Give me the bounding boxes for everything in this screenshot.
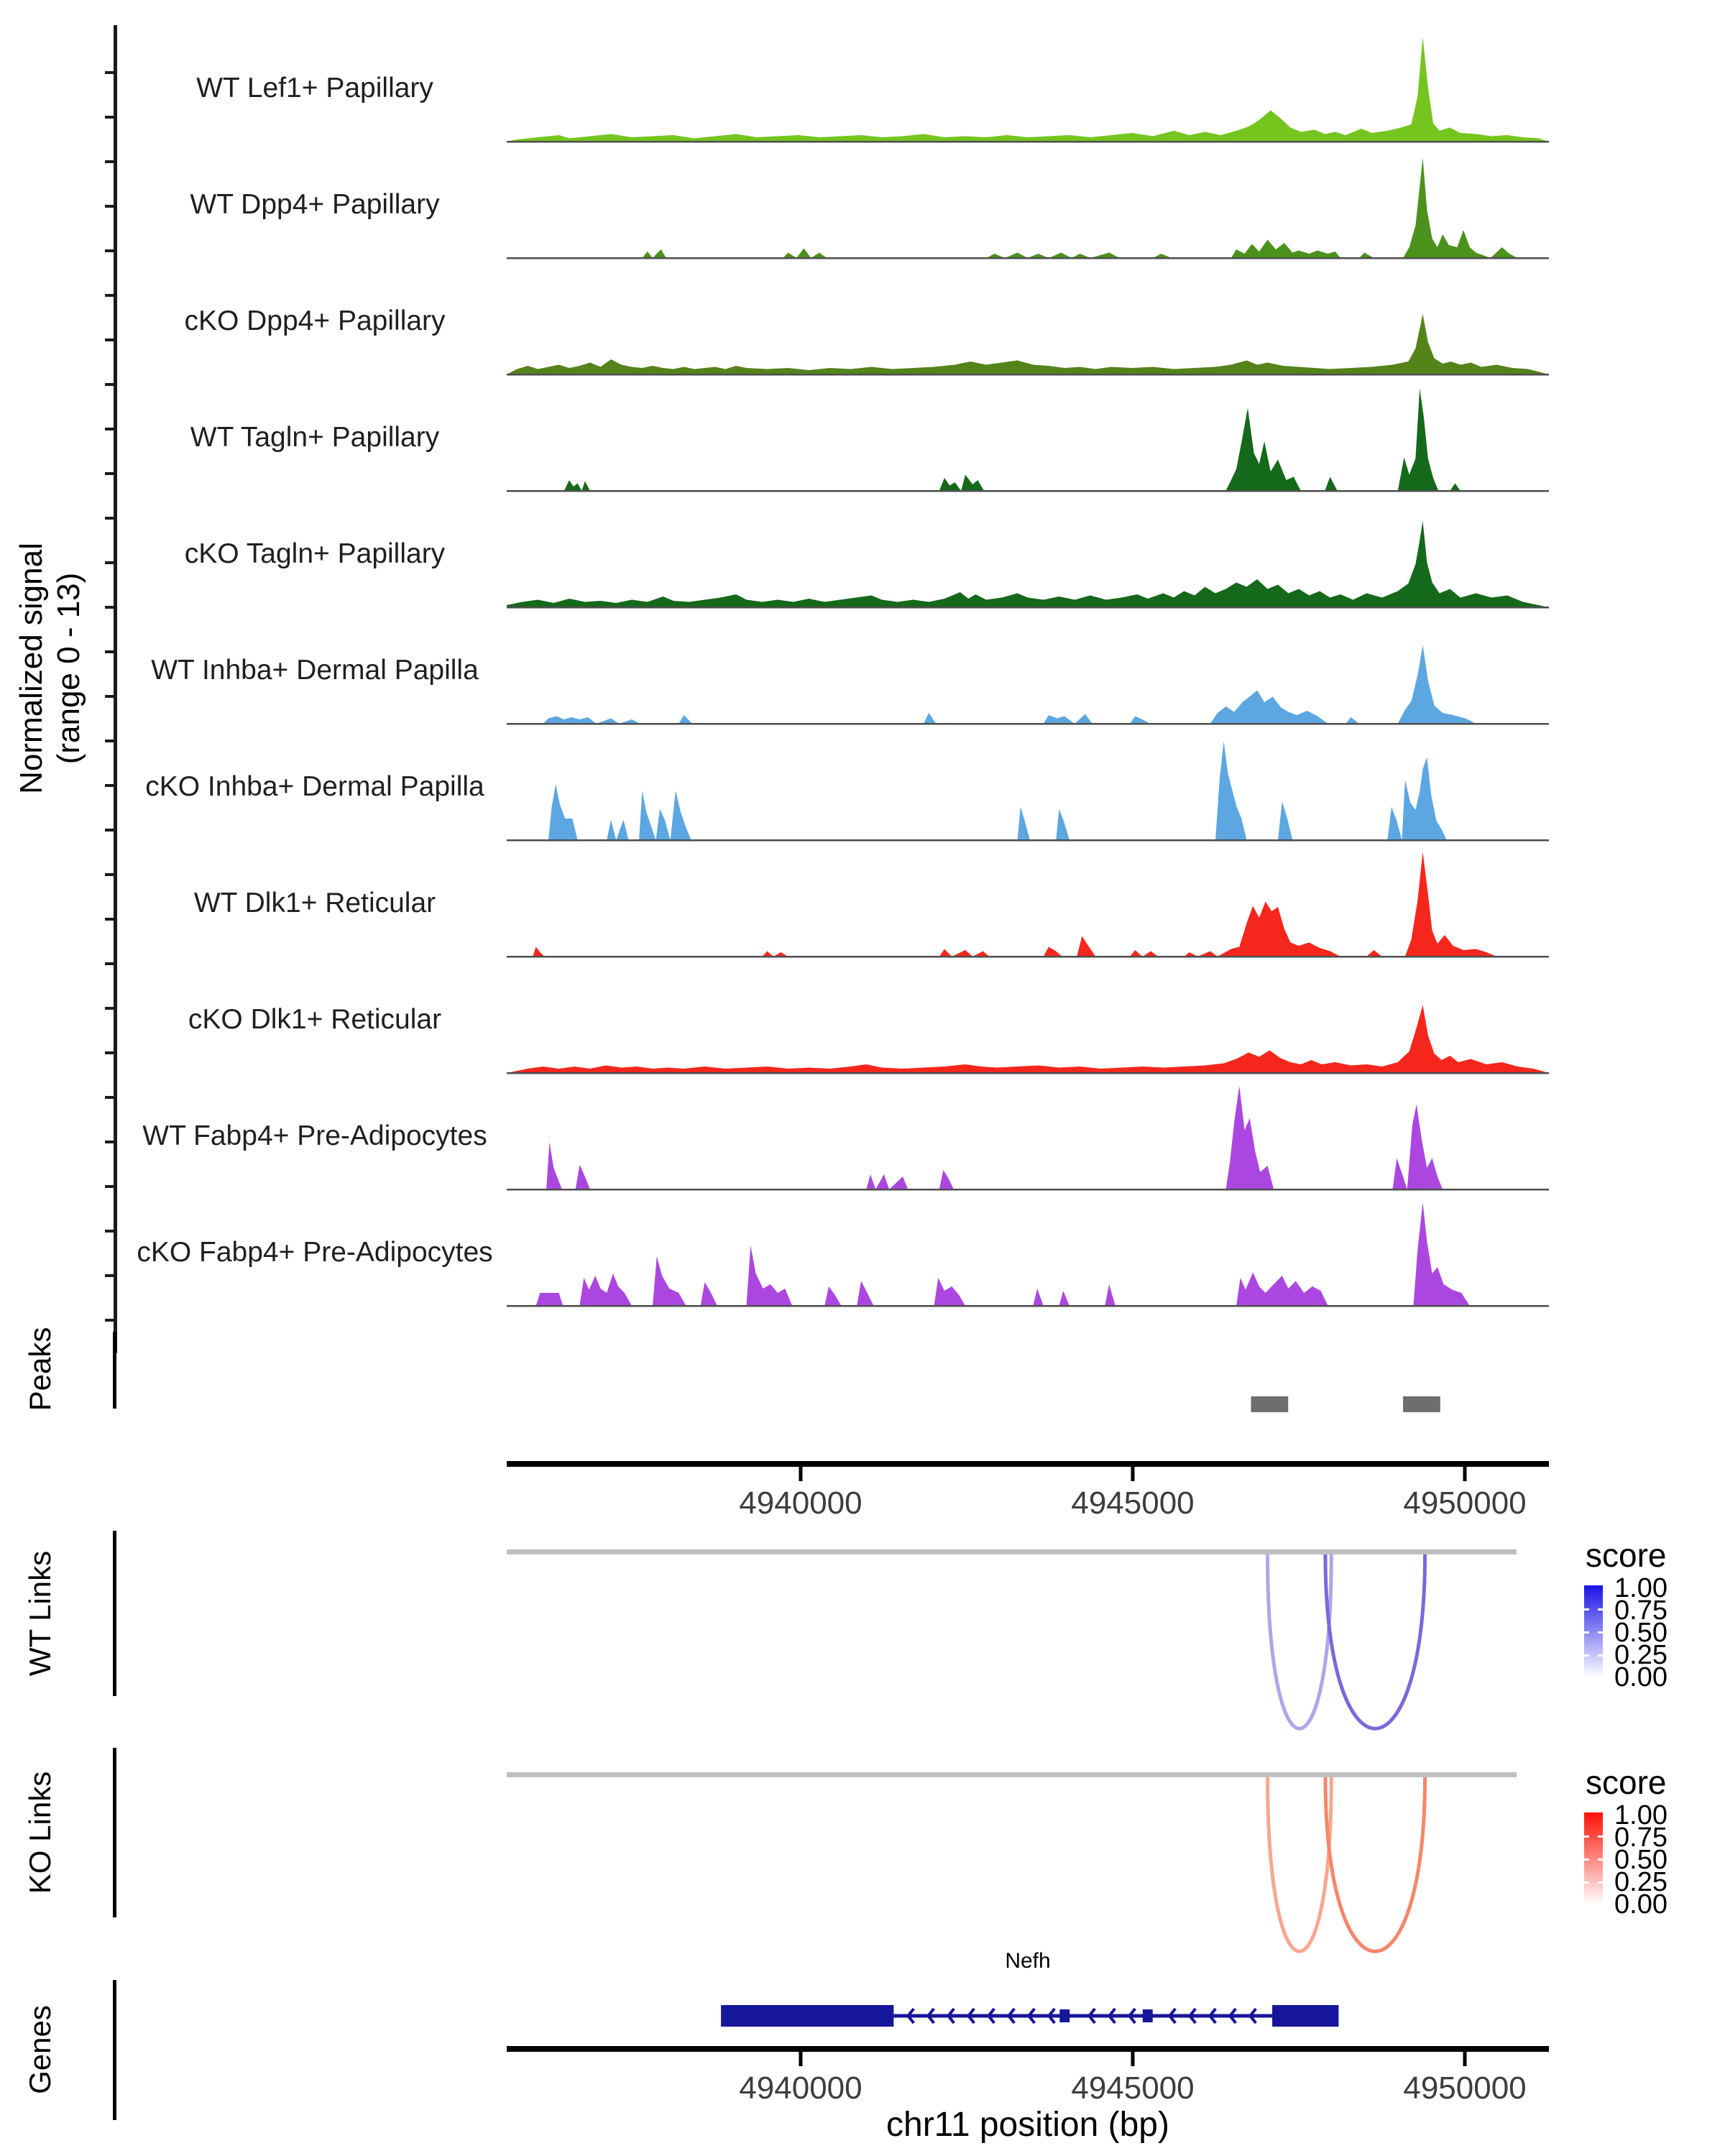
genome-axis-tick-label: 4950000	[1403, 1485, 1527, 1521]
link-arc	[1325, 1777, 1425, 1951]
coverage-signal-area	[507, 852, 1549, 957]
y-axis-tick	[105, 784, 114, 787]
legend-tick-mark	[1598, 1858, 1603, 1861]
y-axis-tick	[105, 695, 114, 698]
legend-tick-label: 0.25	[1614, 1867, 1668, 1897]
x-axis-title: chr11 position (bp)	[886, 2106, 1169, 2144]
gene-name-label: Nefh	[1005, 1949, 1051, 1973]
y-axis-tick	[105, 1319, 114, 1322]
legend-tick-mark	[1598, 1631, 1603, 1634]
legend-tick-mark	[1598, 1608, 1603, 1611]
coverage-signal-area	[507, 1202, 1549, 1306]
y-axis-tick	[105, 829, 114, 831]
genes-row-axis-line	[113, 1980, 116, 2120]
legend-tick-mark	[1584, 1881, 1589, 1884]
track-label: cKO Tagln+ Papillary	[184, 538, 446, 569]
link-arc	[1325, 1554, 1425, 1728]
genome-axis-tick	[1131, 1467, 1134, 1481]
ko-links-track	[507, 1772, 1517, 1951]
genome-axis-tick	[1463, 2052, 1467, 2066]
genome-axis-line	[507, 1461, 1549, 1467]
genome-axis-tick	[799, 1467, 802, 1481]
track-baseline	[507, 1305, 1549, 1307]
track-baseline	[507, 141, 1549, 143]
genome-axis-tick-label: 4945000	[1071, 2070, 1195, 2106]
row-label-genes-group	[23, 1980, 116, 2120]
y-axis-tick	[105, 561, 114, 564]
coverage-signal-area	[507, 645, 1549, 724]
coverage-signal-area	[507, 314, 1549, 374]
row-label-wtlinks-group	[23, 1531, 116, 1696]
track-label: WT Lef1+ Papillary	[196, 73, 433, 103]
track-label: WT Dlk1+ Reticular	[193, 888, 436, 918]
genome-axis-tick-label: 4945000	[1071, 1485, 1195, 1521]
y-axis-tick	[105, 160, 114, 163]
track-baseline	[507, 723, 1549, 725]
track-label: cKO Dpp4+ Papillary	[184, 305, 446, 336]
y-axis-tick	[105, 71, 114, 74]
y-axis-tick	[105, 116, 114, 119]
wt-links-legend	[1584, 1537, 1668, 1692]
y-axis-tick	[105, 428, 114, 430]
legend-tick-label: 1.00	[1614, 1573, 1668, 1603]
genome-axis-tick	[1463, 1467, 1467, 1481]
track-baseline	[507, 374, 1549, 376]
row-label-peaks: Peaks	[23, 1327, 57, 1411]
row-label-kolinks-group	[23, 1748, 116, 1917]
track-label: cKO Fabp4+ Pre-Adipocytes	[137, 1237, 493, 1268]
y-axis-tick	[105, 1141, 114, 1143]
genome-axis-tick	[1131, 2052, 1134, 2066]
track-baseline	[507, 257, 1549, 259]
y-axis-tick	[105, 1096, 114, 1099]
legend-tick-mark	[1584, 1631, 1589, 1634]
legend-tick-mark	[1584, 1608, 1589, 1611]
track-label: WT Fabp4+ Pre-Adipocytes	[142, 1120, 487, 1151]
coverage-signal-area	[507, 37, 1549, 142]
peaks-row-axis-line	[113, 1332, 116, 1409]
ko-links-row-axis-line	[113, 1748, 116, 1917]
track-baseline	[507, 1072, 1549, 1074]
legend-tick-label: 0.50	[1614, 1845, 1668, 1875]
gene-exon-small	[1143, 2009, 1153, 2022]
track-baseline	[507, 839, 1549, 842]
y-axis-tick	[105, 740, 114, 742]
y-axis-tick	[105, 873, 114, 876]
y-axis-tick	[105, 962, 114, 965]
y-axis-tick	[105, 472, 114, 475]
legend-tick-mark	[1584, 1654, 1589, 1657]
legend-tick-label: 0.50	[1614, 1618, 1668, 1648]
track-baseline	[507, 1189, 1549, 1191]
legend-tick-mark	[1584, 1835, 1589, 1838]
y-axis-tick	[105, 517, 114, 520]
links-boundary-line	[507, 1549, 1517, 1554]
y-axis-title-line1: Normalized signal	[14, 543, 49, 794]
y-axis-tick	[105, 1051, 114, 1054]
y-axis-tick	[105, 294, 114, 297]
peak-interval	[1403, 1396, 1440, 1412]
peak-interval	[1251, 1396, 1288, 1412]
y-axis-tick	[105, 205, 114, 208]
legend-tick-mark	[1598, 1881, 1603, 1884]
legend-tick-label: 0.75	[1614, 1823, 1668, 1853]
y-axis-tick	[105, 1185, 114, 1188]
genome-axis-tick-label: 4940000	[739, 2070, 862, 2106]
signal-y-axis-line	[114, 25, 117, 1353]
track-baseline	[507, 956, 1549, 958]
track-baseline	[507, 607, 1549, 609]
y-axis-tick	[105, 606, 114, 609]
y-axis-tick	[105, 650, 114, 653]
track-label: WT Tagln+ Papillary	[190, 422, 440, 453]
genome-axis-tick	[799, 2052, 802, 2066]
track-baseline	[507, 490, 1549, 492]
coverage-signal-area	[507, 521, 1549, 607]
wt-links-row-axis-line	[113, 1531, 116, 1696]
wt-links-track	[507, 1549, 1517, 1728]
coverage-signal-area	[507, 389, 1549, 492]
genome-axis-bottom	[507, 2046, 1549, 2106]
y-axis-tick	[105, 1274, 114, 1277]
signal-y-axis-ticks	[105, 71, 114, 1322]
link-arc	[1268, 1554, 1332, 1728]
y-axis-title-line2: (range 0 - 13)	[51, 572, 86, 765]
peaks-track	[1251, 1396, 1440, 1412]
ko-legend-title: score	[1586, 1764, 1667, 1801]
link-arc	[1268, 1777, 1332, 1951]
gene-exon-small	[1059, 2009, 1070, 2022]
y-axis-tick	[105, 1230, 114, 1233]
ko-links-legend	[1584, 1764, 1668, 1920]
track-label: WT Dpp4+ Papillary	[190, 189, 440, 220]
signal-tracks	[507, 37, 1549, 1307]
row-label-wt-links: WT Links	[23, 1550, 57, 1677]
legend-tick-mark	[1598, 1835, 1603, 1838]
y-axis-tick	[105, 249, 114, 252]
gene-exon-large	[1272, 2005, 1338, 2027]
coverage-signal-area	[507, 158, 1549, 259]
row-label-ko-links: KO Links	[23, 1771, 57, 1894]
genome-axis-top	[507, 1461, 1549, 1521]
links-boundary-line	[507, 1772, 1517, 1777]
wt-legend-title: score	[1586, 1537, 1667, 1574]
genome-axis-tick-label: 4950000	[1403, 2070, 1527, 2106]
coverage-signal-area	[507, 1005, 1549, 1074]
legend-tick-label: 0.25	[1614, 1640, 1668, 1670]
row-label-genes: Genes	[23, 2005, 57, 2094]
genome-axis-line	[507, 2046, 1549, 2052]
genome-axis-tick-label: 4940000	[739, 1485, 862, 1521]
legend-tick-label: 0.00	[1614, 1889, 1668, 1920]
y-axis-tick	[105, 338, 114, 341]
track-label: cKO Dlk1+ Reticular	[188, 1004, 442, 1035]
coverage-signal-area	[507, 741, 1549, 840]
track-labels	[137, 73, 492, 1268]
legend-tick-label: 0.75	[1614, 1595, 1668, 1626]
y-axis-tick	[105, 918, 114, 921]
row-label-peaks-group	[23, 1327, 116, 1411]
coverage-signal-area	[507, 1086, 1549, 1189]
legend-tick-label: 0.00	[1614, 1662, 1668, 1692]
y-axis-tick	[105, 383, 114, 386]
gene-exon-large	[721, 2005, 893, 2027]
legend-tick-mark	[1598, 1654, 1603, 1657]
legend-tick-mark	[1584, 1858, 1589, 1861]
y-axis-tick	[105, 1007, 114, 1010]
genes-track	[721, 2005, 1338, 2027]
track-label: WT Inhba+ Dermal Papilla	[151, 655, 479, 686]
legend-tick-label: 1.00	[1614, 1800, 1668, 1830]
track-label: cKO Inhba+ Dermal Papilla	[145, 771, 484, 802]
